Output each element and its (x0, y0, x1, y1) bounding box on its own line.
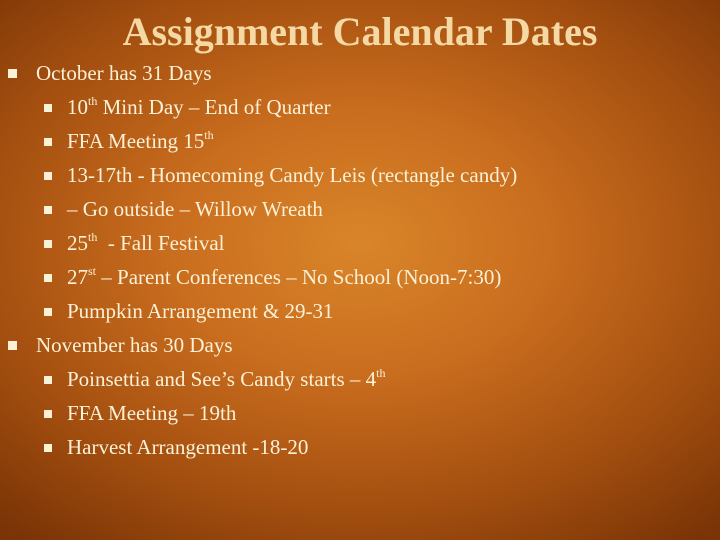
item-text: 27 (67, 265, 88, 289)
item-text-suffix: Mini Day – End of Quarter (97, 95, 331, 119)
item-text: 13-17th - Homecoming Candy Leis (rectangle candy) (67, 163, 518, 187)
item-superscript: th (204, 128, 214, 142)
square-bullet-icon (44, 376, 52, 384)
item-superscript: th (88, 230, 98, 244)
list-item (67, 196, 323, 222)
square-bullet-icon (44, 308, 52, 316)
item-superscript: th (88, 94, 98, 108)
square-bullet-icon (8, 69, 17, 78)
item-text: Poinsettia and See’s Candy starts – 4 (67, 367, 377, 391)
square-bullet-icon (8, 341, 17, 350)
item-text: Pumpkin Arrangement & 29-31 (67, 299, 334, 323)
list-item (67, 298, 334, 324)
item-text: 25 (67, 231, 88, 255)
list-item (67, 94, 331, 120)
list-item (67, 128, 214, 154)
list-item (67, 434, 308, 460)
square-bullet-icon (44, 104, 52, 112)
list-item (67, 400, 236, 426)
item-text: FFA Meeting – 19th (67, 401, 237, 425)
item-superscript: st (88, 264, 97, 278)
section-heading: October has 31 Days (36, 61, 212, 85)
square-bullet-icon (44, 138, 52, 146)
square-bullet-icon (44, 274, 52, 282)
item-text-suffix: - Fall Festival (97, 231, 225, 255)
item-text: FFA Meeting 15 (67, 129, 205, 153)
item-text: Harvest Arrangement -18-20 (67, 435, 309, 459)
square-bullet-icon (44, 240, 52, 248)
list-item-november (36, 332, 233, 358)
square-bullet-icon (44, 410, 52, 418)
item-text: 10 (67, 95, 88, 119)
slide-title: Assignment Calendar Dates (122, 9, 598, 54)
list-item (67, 230, 225, 256)
square-bullet-icon (44, 444, 52, 452)
square-bullet-icon (44, 172, 52, 180)
item-text-suffix: – Parent Conferences – No School (Noon-7:30) (96, 265, 502, 289)
section-heading: November has 30 Days (36, 333, 233, 357)
item-superscript: th (376, 366, 386, 380)
list-item (67, 264, 501, 290)
item-text: – Go outside – Willow Wreath (67, 197, 323, 221)
list-item-october (36, 60, 212, 86)
square-bullet-icon (44, 206, 52, 214)
list-item (67, 162, 517, 188)
list-item (67, 366, 385, 392)
